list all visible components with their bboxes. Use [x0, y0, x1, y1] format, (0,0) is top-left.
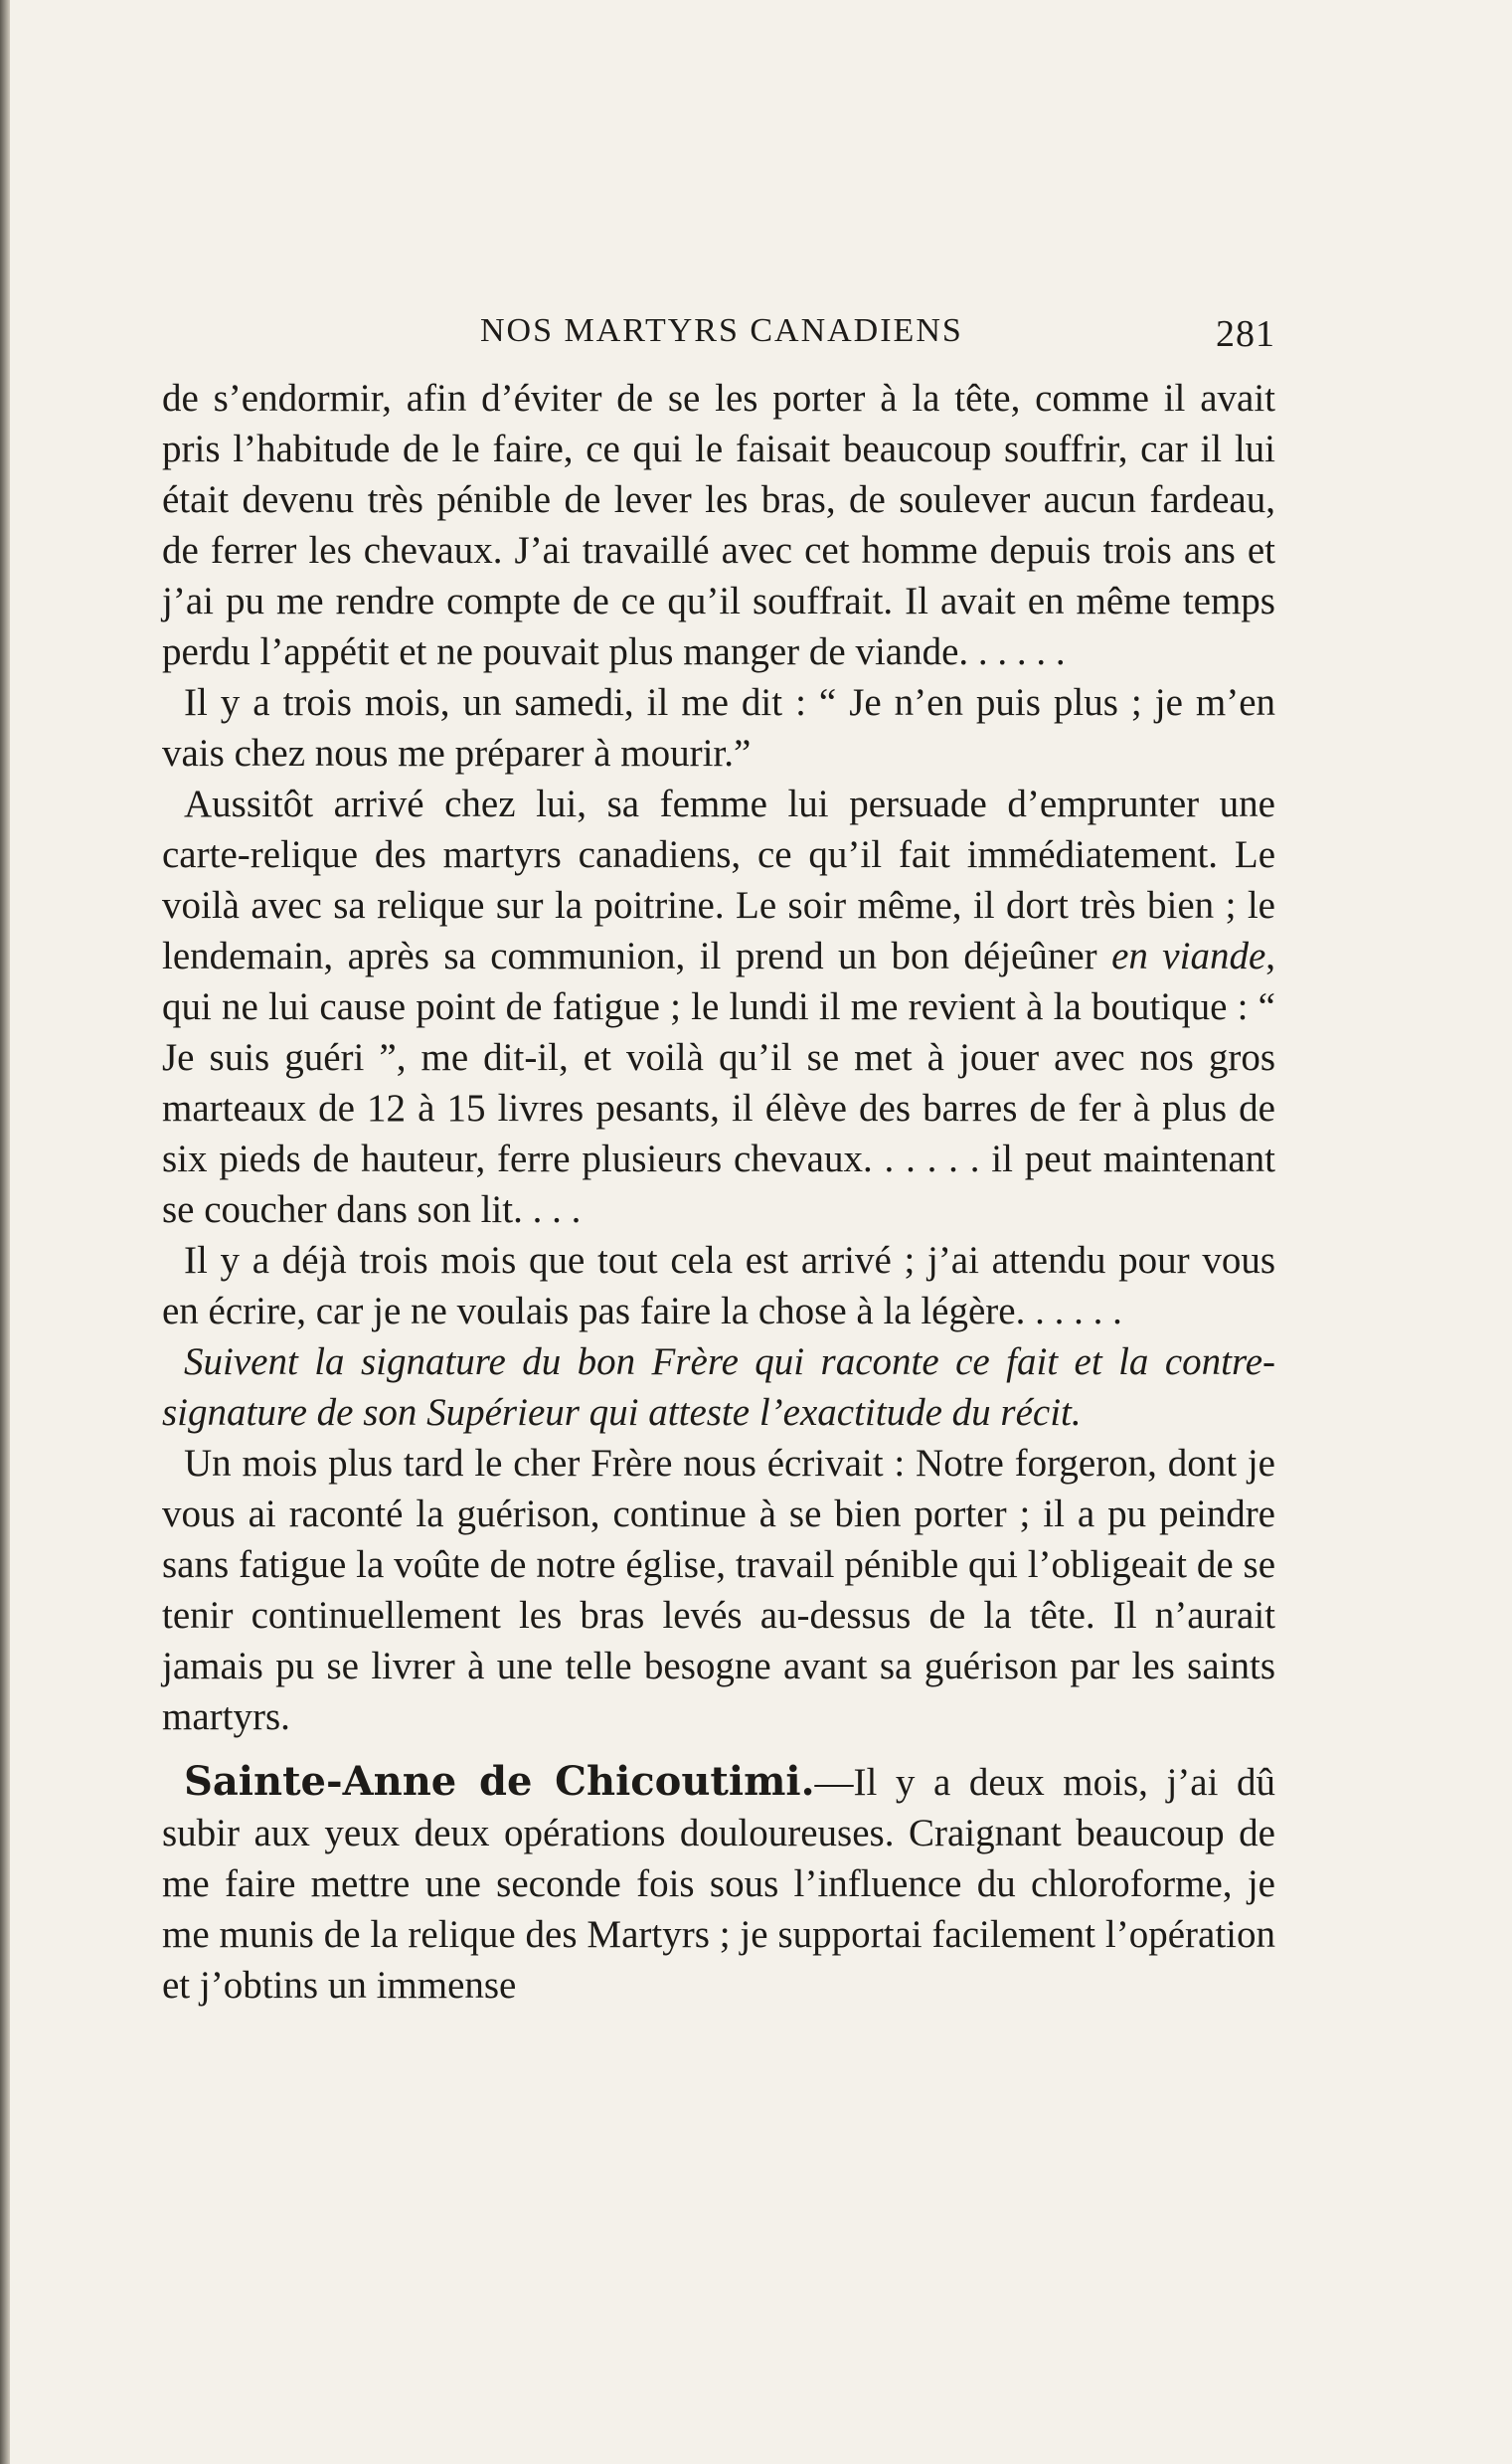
paragraph-signature-note: Suivent la signature du bon Frère qui raconte ce fait et la contre-signature de son Supérieur qui atteste l’exactitude du récit.	[162, 1340, 1275, 1434]
paragraph-cure-emphasis: en viande	[1111, 935, 1266, 977]
body-text	[162, 373, 1275, 2011]
paragraph-sainte-anne	[162, 1756, 1275, 2011]
paragraph-continuation: de s’endormir, afin d’éviter de se les porter à la tête, comme il avait pris l’habitude de le faire, ce qui le faisait beaucoup souffrir, car il lui était devenu très pénible de lever les bras, de soulever aucun fardeau, de ferrer les chevaux. J’ai travaillé avec cet homme depuis trois ans et j’ai pu me rendre compte de ce qu’il souffrait. Il avait en même temps perdu l’appétit et ne pouvait plus manger de viande. . . . . .	[162, 377, 1275, 673]
page-number: 281	[1216, 313, 1275, 355]
paragraph-cure	[162, 779, 1275, 1235]
running-head	[162, 298, 1275, 358]
paragraph-sainte-anne-text: —Il y a deux mois, j’ai dû subir aux yeux deux opérations douloureuses. Craignant beaucoup de me faire mettre une seconde fois sous l’influence du chloroforme, je me munis de la relique des Martyrs ; je supportai facilement l’opération et j’obtins un immense	[162, 1761, 1275, 2007]
page-binding-edge	[0, 0, 10, 2464]
paragraph-three-months: Il y a déjà trois mois que tout cela est arrivé ; j’ai attendu pour vous en écrire, car je ne voulais pas faire la chose à la légère. . . . . .	[162, 1239, 1275, 1332]
paragraph-cure-part-2: , qui ne lui cause point de fatigue ; le lundi il me revient à la boutique : “ Je suis guéri ”, me dit-il, et voilà qu’il se met à jouer avec nos gros marteaux de 12 à 15 livres pesants, il élève des barres de fer à plus de six pieds de hauteur, ferre plusieurs chevaux. . . . . . il peut maintenant se coucher dans son lit. . . .	[162, 935, 1276, 1231]
paragraph-saturday: Il y a trois mois, un samedi, il me dit : “ Je n’en puis plus ; je m’en vais chez nous me préparer à mourir.”	[162, 681, 1275, 775]
paragraph-one-month-later: Un mois plus tard le cher Frère nous écrivait : Notre forgeron, dont je vous ai raconté la guérison, continue à se bien porter ; il a pu peindre sans fatigue la voûte de notre église, travail pénible qui l’obligeait de se tenir continuellement les bras levés au-dessus de la tête. Il n’aurait jamais pu se livrer à une telle besogne avant sa guérison par les saints martyrs.	[162, 1442, 1275, 1738]
paragraph-cure-part-1: Aussitôt arrivé chez lui, sa femme lui persuade d’emprunter une carte-relique des martyrs canadiens, ce qu’il fait immédiatement. Le voilà avec sa relique sur la poitrine. Le soir même, il dort très bien ; le lendemain, après sa communion, il prend un bon déjeûner	[162, 783, 1275, 977]
section-heading-sainte-anne: Sainte-Anne de Chicoutimi.	[184, 1758, 815, 1805]
running-title: NOS MARTYRS CANADIENS	[480, 312, 963, 349]
